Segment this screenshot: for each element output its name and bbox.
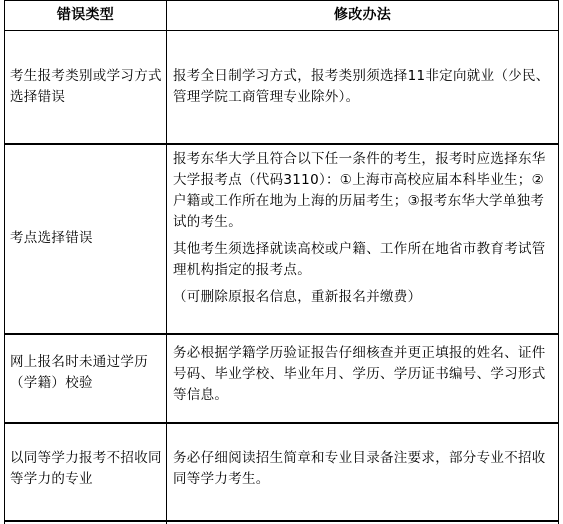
table-row-type [10,66,162,108]
table-row-type [10,228,162,249]
error-type-text: 以同等学力报考不招收同等学力的专业 [10,450,162,487]
table-row-fix [173,448,553,490]
table-border-right [558,0,559,524]
table-row-type [10,352,162,394]
fix-text: 报考东华大学且符合以下任一条件的考生，报考时应选择东华大学报考点（代码3110）：①上海市高校应届本科毕业生；②户籍或工作所在地为上海的历届考生；③报考东华大学单独考试的考生。 [173,151,546,230]
fix-text: 务必根据学籍学历验证报告仔细核查并更正填报的姓名、证件号码、毕业学校、毕业年月、学历、学历证书编号、学习形式等信息。 [173,345,546,403]
row-divider [4,143,559,145]
row-divider [4,422,559,424]
header-fix-method: 修改办法 [333,7,392,23]
error-type-text: 网上报名时未通过学历（学籍）校验 [10,354,148,391]
table-border-bottom [4,520,559,522]
fix-text: 报考全日制学习方式，报考类别须选择11非定向就业（少民、管理学院工商管理专业除外）。 [173,68,550,105]
fix-note: （可删除原报名信息，重新报名并缴费） [173,289,422,305]
header-divider [4,30,559,31]
table-row-fix [173,149,553,308]
table-row-fix [173,343,553,406]
table-row-type [10,448,162,490]
error-type-text: 考生报考类别或学习方式选择错误 [10,68,162,105]
error-type-text: 考点选择错误 [10,230,93,246]
row-divider [4,333,559,335]
table-column-divider [166,0,167,524]
fix-text: 务必仔细阅读招生简章和专业目录备注要求，部分专业不招收同等学力考生。 [173,450,546,487]
fix-text: 其他考生须选择就读高校或户籍、工作所在地省市教育考试管理机构指定的报考点。 [173,241,546,278]
table-border-left [4,0,5,524]
header-error-type: 错误类型 [56,7,115,23]
table-row-fix [173,66,553,108]
